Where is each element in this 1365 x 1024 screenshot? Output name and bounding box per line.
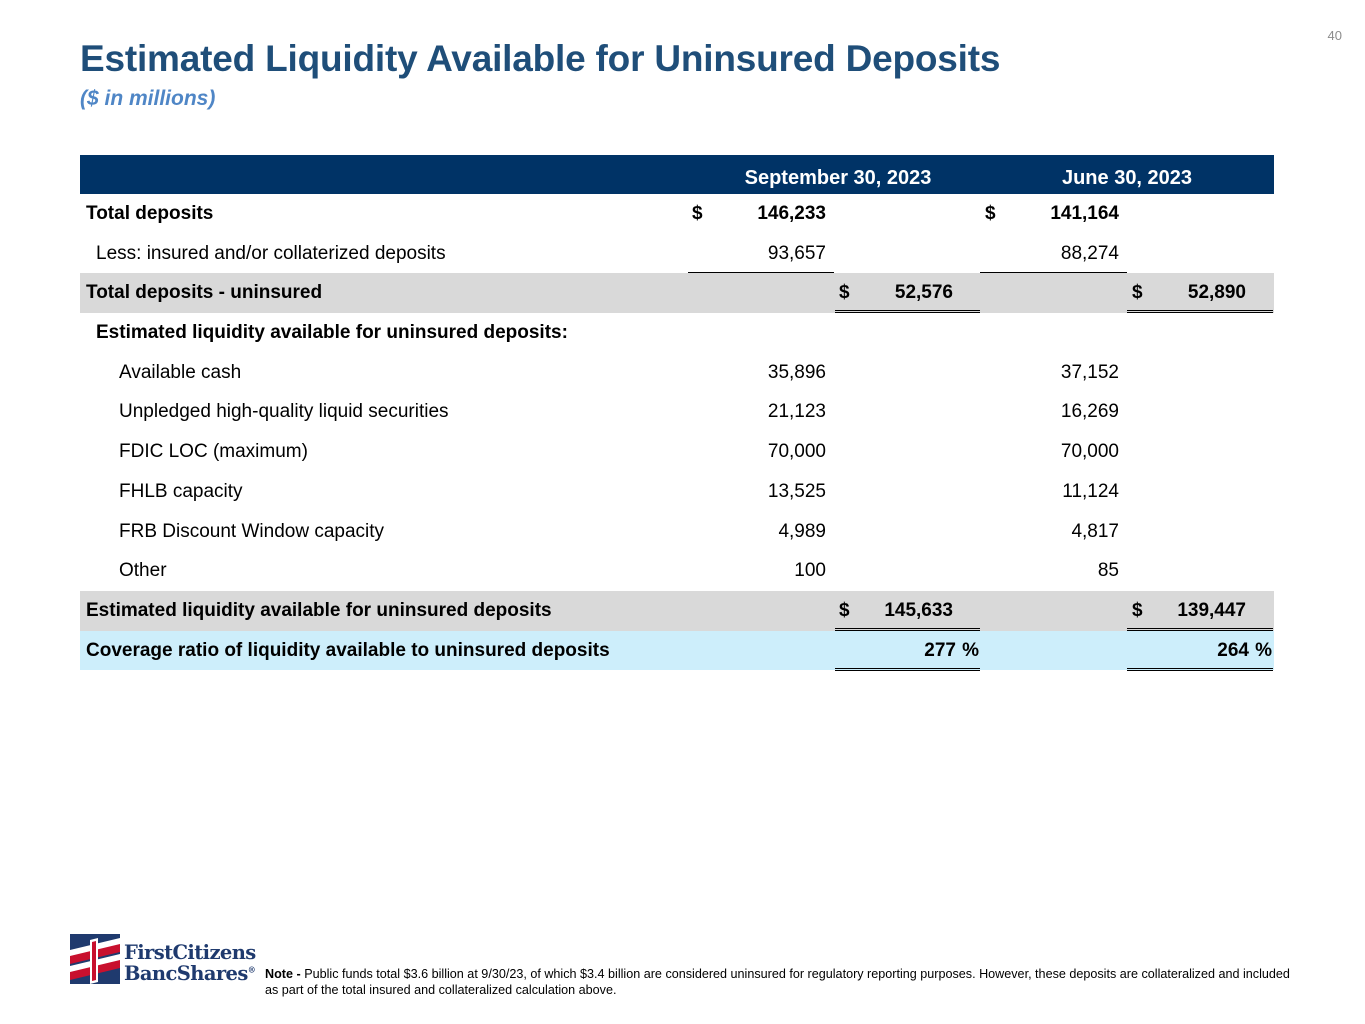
row-label: Coverage ratio of liquidity available to uninsured deposits — [86, 639, 610, 661]
table-row-total-deposits — [80, 194, 1274, 234]
table-row-less-insured — [80, 234, 1274, 274]
logo-text: BancShares — [124, 962, 248, 985]
currency-symbol: $ — [692, 203, 703, 224]
row-label: Total deposits - uninsured — [86, 282, 323, 304]
table-row-available-cash — [80, 353, 1274, 393]
jun-cell — [1127, 631, 1273, 671]
currency-symbol: $ — [1132, 599, 1143, 621]
page-subtitle: ($ in millions) — [80, 87, 216, 110]
sep-value: 21,123 — [767, 401, 826, 423]
row-label: FRB Discount Window capacity — [119, 520, 385, 542]
table-row-section-header — [80, 313, 1274, 353]
column-header-jun-2023: June 30, 2023 — [1061, 167, 1193, 189]
jun-value: 16,269 — [1060, 401, 1119, 423]
currency-symbol: $ — [839, 282, 850, 304]
sep-value: 146,233 — [757, 203, 826, 224]
note-text: Public funds total $3.6 billion at 9/30/23, of which $3.4 billion are considered uninsured for regulatory reporting purposes. However, these deposits are collateralized and included as part of the total insured and collateralized calculation above. — [265, 967, 1290, 997]
currency-symbol: $ — [1132, 282, 1143, 304]
table-row-estimated-liquidity — [80, 591, 1274, 631]
page-number: 40 — [1327, 28, 1342, 43]
sep-value — [688, 234, 834, 273]
table-row-frb-discount-window — [80, 512, 1274, 552]
sep-cell — [835, 591, 980, 631]
percent-symbol: % — [962, 639, 979, 661]
column-header-sep-2023: September 30, 2023 — [744, 167, 932, 189]
sep-value: 35,896 — [767, 361, 826, 383]
row-label: FHLB capacity — [119, 480, 243, 502]
sep-value: 145,633 — [884, 599, 953, 621]
footnote — [265, 966, 1305, 998]
section-label: Estimated liquidity available for uninsured deposits: — [96, 322, 568, 344]
jun-value: 4,817 — [1071, 520, 1119, 542]
jun-value: 141,164 — [1050, 203, 1119, 224]
logo-text-line2 — [124, 962, 255, 985]
company-logo — [68, 930, 258, 988]
row-label: Available cash — [119, 361, 242, 383]
sep-value: 277 — [924, 639, 956, 661]
row-label: Estimated liquidity available for uninsured deposits — [86, 599, 552, 621]
sep-cell — [835, 631, 980, 671]
jun-value: 70,000 — [1060, 441, 1119, 463]
sep-value: 52,576 — [894, 282, 953, 304]
table-row-fhlb-capacity — [80, 472, 1274, 512]
jun-value: 37,152 — [1060, 361, 1119, 383]
value-text: 88,274 — [1060, 242, 1119, 264]
currency-symbol: $ — [985, 203, 996, 224]
row-label: FDIC LOC (maximum) — [119, 441, 308, 463]
sep-cell — [835, 273, 980, 313]
table-row-other — [80, 551, 1274, 591]
table-row-fdic-loc — [80, 432, 1274, 472]
jun-cell — [1127, 591, 1273, 631]
table-header — [80, 155, 1274, 194]
row-label: Less: insured and/or collaterized deposits — [96, 242, 446, 264]
percent-symbol: % — [1255, 639, 1272, 661]
sep-value: 4,989 — [778, 520, 826, 542]
sep-value: 100 — [794, 560, 826, 582]
row-label: Total deposits — [86, 203, 214, 224]
registered-mark: ® — [247, 964, 256, 975]
sep-value: 70,000 — [767, 441, 826, 463]
jun-value: 11,124 — [1062, 480, 1119, 502]
value-text: 93,657 — [767, 242, 826, 264]
table-row-coverage-ratio — [80, 631, 1274, 671]
jun-value: 85 — [1097, 560, 1119, 582]
jun-cell — [1127, 273, 1273, 313]
currency-symbol: $ — [839, 599, 850, 621]
logo-text-line1: FirstCitizens — [124, 941, 256, 964]
sep-value: 13,525 — [767, 480, 826, 502]
table-row-total-uninsured — [80, 273, 1274, 313]
liquidity-table — [80, 155, 1274, 670]
jun-value: 52,890 — [1187, 282, 1246, 304]
note-label: Note - — [265, 967, 301, 981]
jun-value: 264 — [1217, 639, 1249, 661]
jun-value: 139,447 — [1177, 599, 1246, 621]
flag-logo-icon — [68, 930, 124, 986]
row-label: Unpledged high-quality liquid securities — [119, 401, 449, 423]
jun-value — [980, 234, 1127, 273]
row-label: Other — [119, 560, 167, 582]
page-title: Estimated Liquidity Available for Uninsured Deposits — [80, 38, 1001, 79]
table-row-unpledged-securities — [80, 392, 1274, 432]
